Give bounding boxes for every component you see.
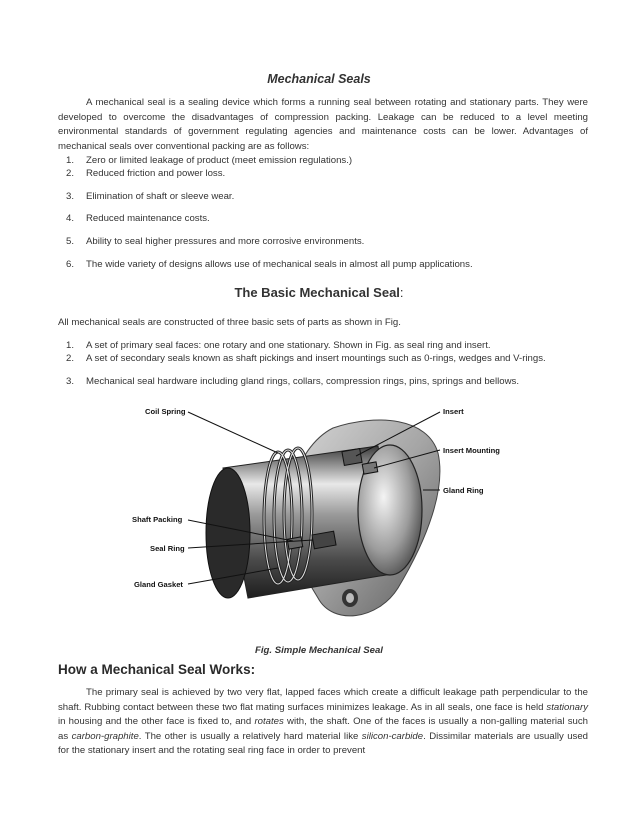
figure-caption: Fig. Simple Mechanical Seal — [255, 645, 383, 656]
list-number: 3. — [66, 376, 75, 387]
emphasis-carbon-graphite: carbon-graphite — [71, 730, 139, 742]
list-text: Ability to seal higher pressures and more corrosive environments. — [86, 236, 365, 247]
label-seal-ring: Seal Ring — [150, 544, 185, 553]
mechanical-seal-figure — [128, 398, 528, 628]
list-text: Reduced friction and power loss. — [86, 168, 226, 179]
label-gland-ring: Gland Ring — [443, 486, 484, 495]
advantage-item-4 — [66, 212, 586, 225]
section-title-basic-seal — [0, 285, 638, 300]
list-text: Elimination of shaft or sleeve wear. — [86, 191, 235, 202]
intro-paragraph: A mechanical seal is a sealing device which forms a running seal between rotating and stationary parts. They were developed to overcome the disadvantages of compression packing. Leakage can be reduced to a level meeting environmental standards of government regulating agencies and maintenance costs can be lower. Advantages of mechanical seals over conventional packing are as follows: — [58, 97, 588, 152]
list-text: A set of primary seal faces: one rotary and one stationary. Shown in Fig. as seal ring and insert. — [86, 340, 491, 351]
text-run: . Dissimilar materials are usually used for the stationary insert and the rotating seal ring face in order to prevent — [58, 730, 588, 756]
emphasis-silicon-carbide: silicon-carbide — [361, 730, 424, 742]
list-number: 1. — [66, 155, 75, 166]
advantage-item-1 — [66, 154, 586, 167]
list-number: 3. — [66, 191, 75, 202]
text-run: in housing and the other face is fixed to, and — [58, 716, 255, 727]
list-number: 1. — [66, 340, 75, 351]
label-insert: Insert — [443, 407, 464, 416]
list-text: Mechanical seal hardware including gland rings, collars, compression rings, pins, springs and bellows. — [86, 376, 520, 387]
section-title-how-it-works: How a Mechanical Seal Works: — [58, 662, 256, 677]
list-text: Reduced maintenance costs. — [86, 213, 210, 224]
insert-part — [342, 449, 362, 466]
advantage-item-2 — [66, 167, 586, 180]
list-number: 2. — [66, 168, 75, 179]
section-title-colon: : — [399, 285, 404, 300]
section-title-mechanical-seals: Mechanical Seals — [267, 72, 371, 86]
advantage-item-3 — [66, 190, 586, 203]
advantage-item-5 — [66, 235, 586, 248]
text-run: . The other is usually a relatively hard material like — [138, 730, 362, 742]
text-run: The primary seal is achieved by two very flat, lapped faces which create a difficult leakage path perpendicular to the shaft. Rubbing contact between these two flat mating surfaces minimizes leakage. As in all seals, one face is held — [58, 687, 588, 713]
how-it-works-paragraph — [58, 686, 588, 759]
advantage-item-6 — [66, 258, 586, 271]
emphasis-rotates: rotates — [254, 716, 284, 727]
list-text: The wide variety of designs allows use of mechanical seals in almost all pump applications. — [86, 259, 473, 270]
list-number: 6. — [66, 259, 75, 270]
part-item-1 — [66, 339, 586, 352]
shaft-packing-part — [287, 537, 303, 549]
part-item-2 — [66, 352, 586, 365]
label-gland-gasket: Gland Gasket — [134, 580, 183, 589]
label-shaft-packing: Shaft Packing — [132, 515, 183, 524]
list-text: A set of secondary seals known as shaft pickings and insert mountings such as 0-rings, wedges and V-rings. — [86, 353, 546, 364]
list-number: 5. — [66, 236, 75, 247]
list-text: Zero or limited leakage of product (meet emission regulations.) — [86, 155, 353, 166]
section-title-text: The Basic Mechanical Seal — [234, 285, 400, 300]
list-number: 4. — [66, 213, 75, 224]
list-number: 2. — [66, 353, 75, 364]
part-item-3 — [66, 375, 586, 388]
label-insert-mounting: Insert Mounting — [443, 446, 500, 455]
emphasis-stationary: stationary — [546, 701, 588, 713]
basic-seal-intro: All mechanical seals are constructed of three basic sets of parts as shown in Fig. — [58, 317, 401, 328]
text-run: with, the shaft. One of the faces is usually a non-galling material such as — [58, 716, 588, 742]
label-coil-spring: Coil Spring — [145, 407, 186, 416]
